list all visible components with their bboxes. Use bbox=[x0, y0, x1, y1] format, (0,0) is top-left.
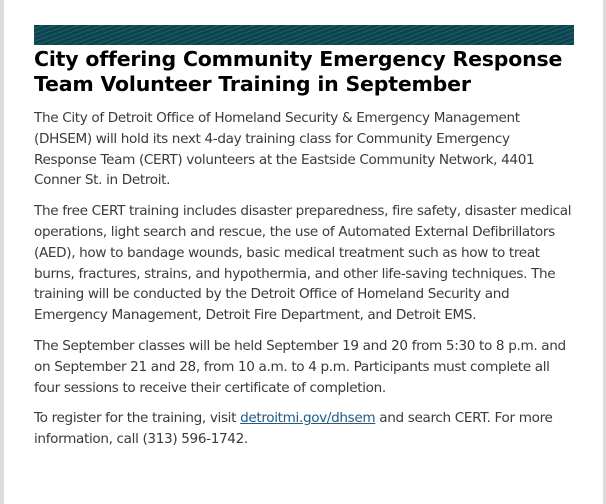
paragraph-training-content: The free CERT training includes disaster preparedness, fire safety, disaster medical operations, light search and rescue, the use of Automated External Defibrillators (AED), how to bandage wounds, basic medical treatment such as how to treat burns, fractures, strains, and hypothermia, and other life-saving techniques. The training will be conducted by the Detroit Office of Homeland Security and Emergency Management, Detroit Fire Department, and Detroit EMS. bbox=[34, 203, 572, 324]
paragraph-register bbox=[34, 408, 574, 450]
register-text-before: To register for the training, visit bbox=[34, 410, 241, 427]
register-text-after: and search CERT. For more information, call (313) 596-1742. bbox=[34, 410, 553, 448]
paragraph-intro: The City of Detroit Office of Homeland Security & Emergency Management (DHSEM) will hold its next 4-day training class for Community Emergency Response Team (CERT) volunteers at the Eastside Community Network, 4401 Conner St. in Detroit. bbox=[34, 110, 535, 189]
news-article bbox=[34, 25, 574, 450]
article-title: City offering Community Emergency Response Team Volunteer Training in September bbox=[34, 47, 563, 96]
header-banner bbox=[34, 25, 574, 45]
paragraph-schedule: The September classes will be held September 19 and 20 from 5:30 to 8 p.m. and on September 21 and 28, from 10 a.m. to 4 p.m. Participants must complete all four sessions to receive their certificate of completion. bbox=[34, 337, 566, 396]
dhsem-link[interactable]: detroitmi.gov/dhsem bbox=[240, 410, 376, 427]
left-border bbox=[0, 0, 4, 504]
